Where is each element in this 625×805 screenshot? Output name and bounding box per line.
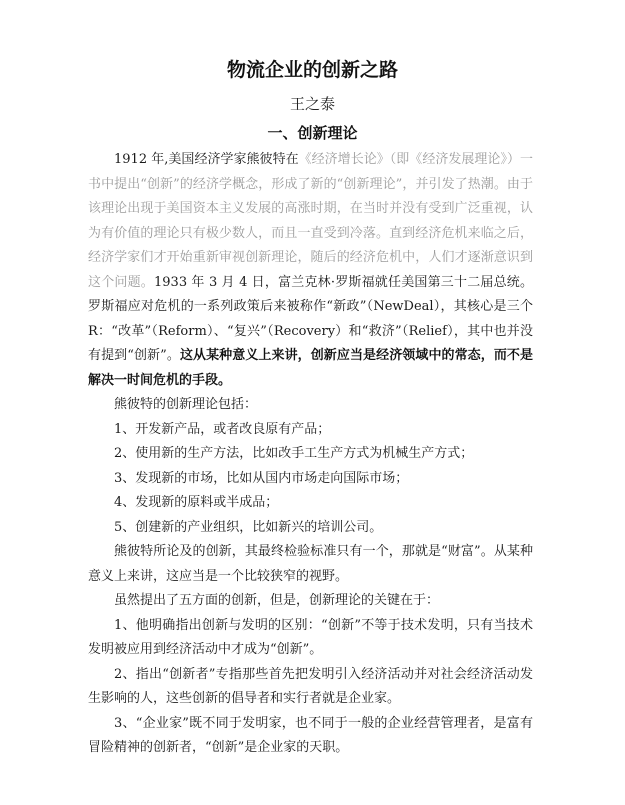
paragraph-intro-emphasis: 这从某种意义上来讲，创新应当是经济领域中的常态，而不是解决一时间危机的手段。 <box>88 348 533 388</box>
document-title: 物流企业的创新之路 <box>226 59 398 81</box>
paragraph-wealth: 熊彼特所论及的创新，其最终检验标准只有一个，那就是“财富”。从某种意义上来讲，这应当是一个比较狭窄的视野。 <box>88 544 533 584</box>
paragraph-intro-faded: 《经济增长论》（即《经济发展理论》）一书中提出“创新”的经济学概念，形成了新的“创新理论”，并引发了热潮。由于该理论出现于美国资本主义发展的高涨时期，在当时并没有受到广泛重视，认为有价值的理论只有极少数人，而且一直受到冷落。直到经济危机来临之后，经济学家们才开始重新审视创新理论，随后的经济危机中，人们才逐渐意识到这个问题。 <box>88 152 533 290</box>
paragraph-key-intro: 虽然提出了五方面的创新，但是，创新理论的关键在于： <box>114 593 440 608</box>
section-heading: 一、创新理论 <box>267 124 358 142</box>
author-name: 王之泰 <box>289 95 335 113</box>
key-point: 2、指出“创新者”专指那些首先把发明引入经济活动并对社会经济活动发生影响的人，这些创新的倡导者和实行者就是企业家。 <box>88 666 533 706</box>
paragraph-intro <box>88 148 533 393</box>
paragraph-intro-newdeal: 1933 年 3 月 4 日，富兰克林·罗斯福就任美国第三十二届总统。罗斯福应对危机的一系列政策后来被称作“新政”（NewDeal），其核心是三个 R：“改革”（Reform）、“复兴”（Recovery）和“救济”（Relief），其中也并没有提到“创新”。 <box>88 274 533 363</box>
list-item: 4、发现新的原料或半成品； <box>114 495 279 510</box>
list-item: 2、使用新的生产方法，比如改手工生产方式为机械生产方式； <box>114 446 474 461</box>
key-point: 3、“企业家”既不同于发明家，也不同于一般的企业经营管理者，是富有冒险精神的创新者，“创新”是企业家的天职。 <box>88 715 533 755</box>
list-item: 3、发现新的市场，比如从国内市场走向国际市场； <box>114 470 409 486</box>
list-item: 1、开发新产品，或者改良原有产品； <box>114 421 331 437</box>
list-item: 5、创建新的产业组织，比如新兴的培训公司。 <box>114 519 383 535</box>
key-point: 1、他明确指出创新与发明的区别：“创新”不等于技术发明，只有当技术发明被应用到经济活动中才成为“创新”。 <box>88 617 533 657</box>
paragraph-intro-lead: 1912 年,美国经济学家熊彼特在 <box>114 152 299 167</box>
paragraph-theory-intro: 熊彼特的创新理论包括： <box>114 397 258 412</box>
document-body <box>88 148 533 761</box>
